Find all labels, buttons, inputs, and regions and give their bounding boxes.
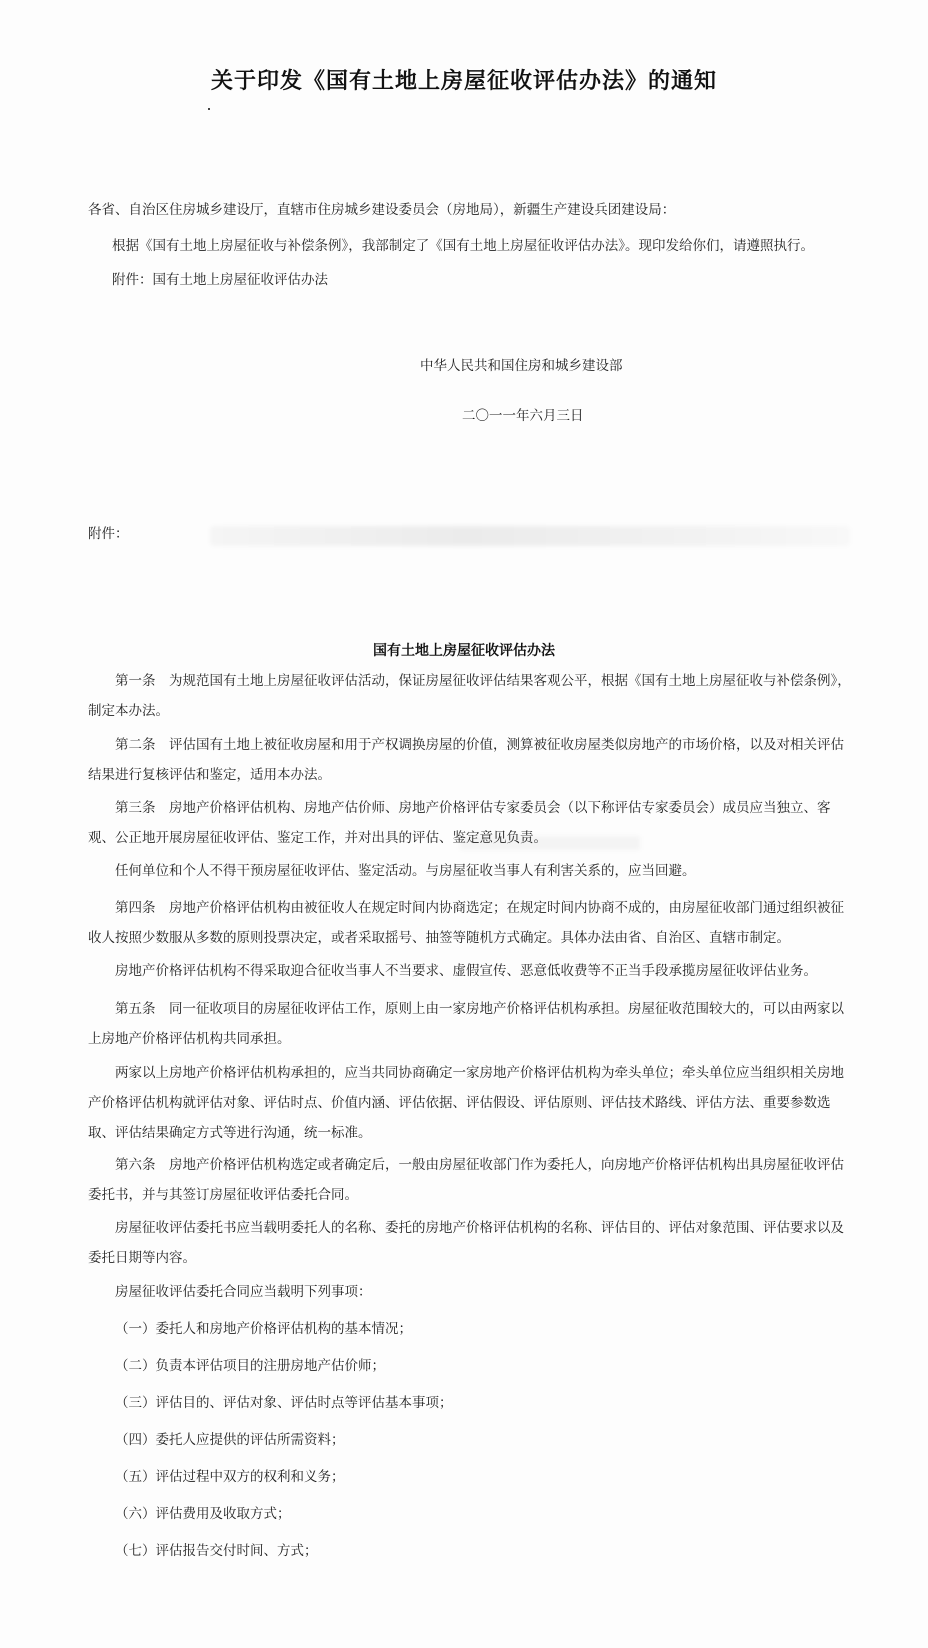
- article-1: 第一条 为规范国有土地上房屋征收评估活动，保证房屋征收评估结果客观公平，根据《国有土地上房屋征收与补偿条例》，制定本办法。: [88, 673, 851, 719]
- contract-item-1: （一）委托人和房地产价格评估机构的基本情况；: [115, 1321, 412, 1337]
- article-4-clause: 房地产价格评估机构不得采取迎合征收当事人不当要求、虚假宣传、恶意低收费等不正当手段承揽房屋征收评估业务。: [115, 963, 817, 979]
- article-2: 第二条 评估国有土地上被征收房屋和用于产权调换房屋的价值，测算被征收房屋类似房地产的市场价格，以及对相关评估结果进行复核评估和鉴定，适用本办法。: [88, 737, 844, 783]
- contract-item-2: （二）负责本评估项目的注册房地产估价师；: [115, 1358, 385, 1374]
- scan-speck: [208, 108, 210, 110]
- appendix-title: 国有土地上房屋征收评估办法: [373, 643, 555, 659]
- show-through-bleed: [210, 526, 850, 546]
- issue-date: 二〇一一年六月三日: [462, 408, 584, 424]
- attachment-reference: 附件：国有土地上房屋征收评估办法: [112, 272, 328, 288]
- article-6-clause-1: 房屋征收评估委托书应当载明委托人的名称、委托的房地产价格评估机构的名称、评估目的、评估对象范围、评估要求以及委托日期等内容。: [88, 1220, 844, 1266]
- contract-item-7: （七）评估报告交付时间、方式；: [115, 1543, 318, 1559]
- contract-item-5: （五）评估过程中双方的权利和义务；: [115, 1469, 345, 1485]
- article-3: 第三条 房地产价格评估机构、房地产估价师、房地产价格评估专家委员会（以下称评估专家委员会）成员应当独立、客观、公正地开展房屋征收评估、鉴定工作，并对出具的评估、鉴定意见负责。: [88, 800, 831, 846]
- contract-item-3: （三）评估目的、评估对象、评估时点等评估基本事项；: [115, 1395, 453, 1411]
- issuer-name: 中华人民共和国住房和城乡建设部: [420, 358, 623, 374]
- article-4: 第四条 房地产价格评估机构由被征收人在规定时间内协商选定；在规定时间内协商不成的，由房屋征收部门通过组织被征收人按照少数服从多数的原则投票决定，或者采取摇号、抽签等随机方式确定。具体办法由省、自治区、直辖市制定。: [88, 900, 844, 946]
- article-6-clause-2: 房屋征收评估委托合同应当载明下列事项：: [115, 1284, 372, 1300]
- notice-body: 根据《国有土地上房屋征收与补偿条例》，我部制定了《国有土地上房屋征收评估办法》。现印发给你们，请遵照执行。: [112, 238, 814, 254]
- contract-item-4: （四）委托人应提供的评估所需资料；: [115, 1432, 345, 1448]
- article-5-clause: 两家以上房地产价格评估机构承担的，应当共同协商确定一家房地产价格评估机构为牵头单位；牵头单位应当组织相关房地产价格评估机构就评估对象、评估时点、价值内涵、评估依据、评估假设、评估原则、评估技术路线、评估方法、重要参数选取、评估结果确定方式等进行沟通，统一标准。: [88, 1065, 844, 1141]
- notice-title: 关于印发《国有土地上房屋征收评估办法》的通知: [210, 68, 717, 94]
- article-6: 第六条 房地产价格评估机构选定或者确定后，一般由房屋征收部门作为委托人，向房地产价格评估机构出具房屋征收评估委托书，并与其签订房屋征收评估委托合同。: [88, 1157, 844, 1203]
- recipients-line: 各省、自治区住房城乡建设厅，直辖市住房城乡建设委员会（房地局），新疆生产建设兵团建设局：: [88, 202, 676, 218]
- contract-item-6: （六）评估费用及收取方式；: [115, 1506, 291, 1522]
- article-3-clause: 任何单位和个人不得干预房屋征收评估、鉴定活动。与房屋征收当事人有利害关系的，应当回避。: [115, 863, 696, 879]
- article-5: 第五条 同一征收项目的房屋征收评估工作，原则上由一家房地产价格评估机构承担。房屋征收范围较大的，可以由两家以上房地产价格评估机构共同承担。: [88, 1001, 844, 1047]
- attachment-label: 附件：: [88, 526, 129, 542]
